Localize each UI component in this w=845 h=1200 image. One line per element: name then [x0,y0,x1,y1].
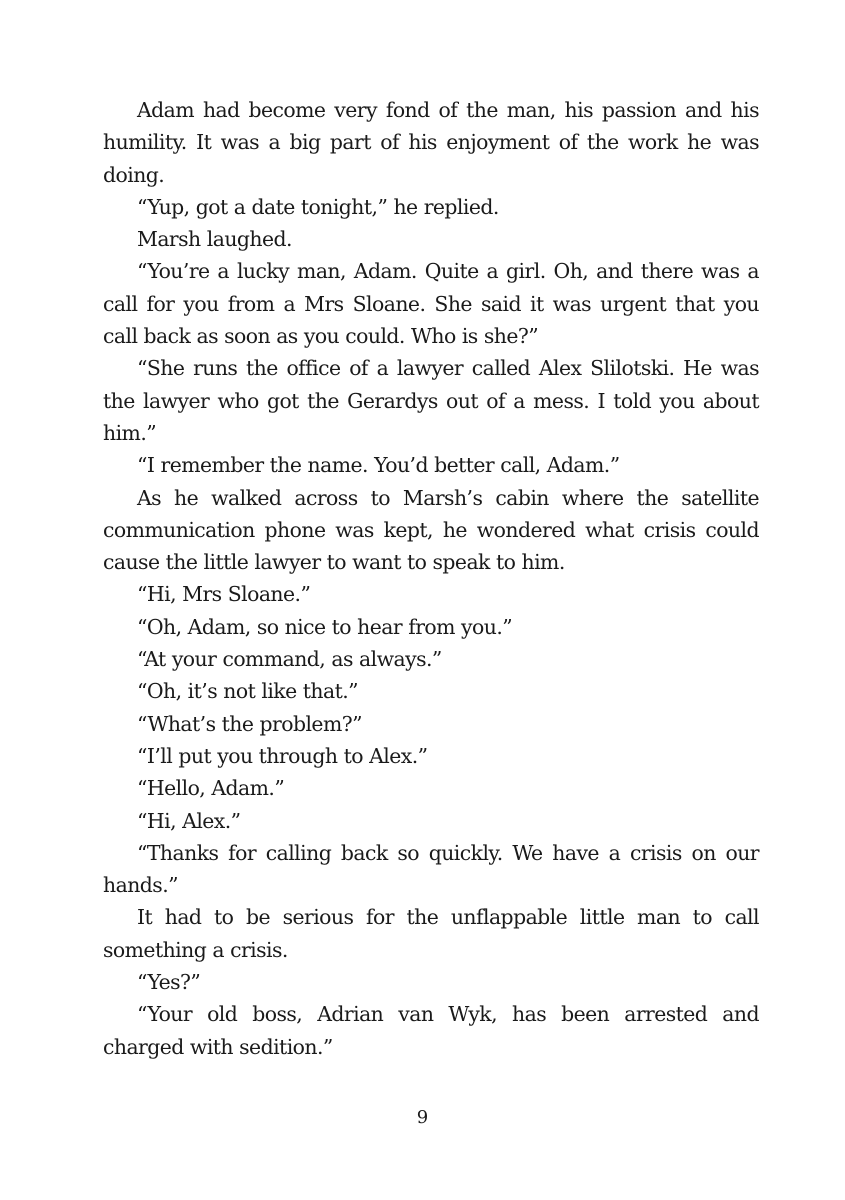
paragraph: It had to be serious for the unflappable little man to call something a crisis. [103,905,759,962]
paragraph: “She runs the office of a lawyer called Alex Slilotski. He was the lawyer who got the Gerardys out of a mess. I told you about him.” [103,356,759,445]
paragraph: “Yes?” [137,970,201,995]
paragraph: As he walked across to Marsh’s cabin where the satellite communication phone was kept, he wondered what crisis could cause the little lawyer to want to speak to him. [103,485,759,575]
paragraph: “What’s the problem?” [137,711,362,736]
paragraph: “At your command, as always.” [137,647,442,672]
paragraph: “Oh, it’s not like that.” [137,679,359,704]
paragraph: “I remember the name. You’d better call, Adam.” [137,453,620,478]
paragraph: “Oh, Adam, so nice to hear from you.” [137,614,513,639]
paragraph: “Your old boss, Adrian van Wyk, has been arrested and charged with sedition.” [103,1002,759,1059]
paragraph: Adam had become very fond of the man, his passion and his humility. It was a big part of his enjoyment of the work he was doing. [103,98,759,187]
paragraph: “You’re a lucky man, Adam. Quite a girl. Oh, and there was a call for you from a Mrs Sloane. She said it was urgent that you call back as soon as you could. Who is she?” [103,259,759,349]
paragraph: “Hi, Mrs Sloane.” [137,582,311,607]
paragraph: Marsh laughed. [137,227,292,252]
page-number: 9 [416,1107,429,1128]
paragraph: “Hi, Alex.” [137,808,241,833]
page-body [103,94,759,1063]
paragraph: “Thanks for calling back so quickly. We have a crisis on our hands.” [103,840,759,898]
paragraph: “Hello, Adam.” [137,776,285,801]
paragraph: “Yup, got a date tonight,” he replied. [137,194,499,219]
paragraph: “I’ll put you through to Alex.” [137,743,428,768]
